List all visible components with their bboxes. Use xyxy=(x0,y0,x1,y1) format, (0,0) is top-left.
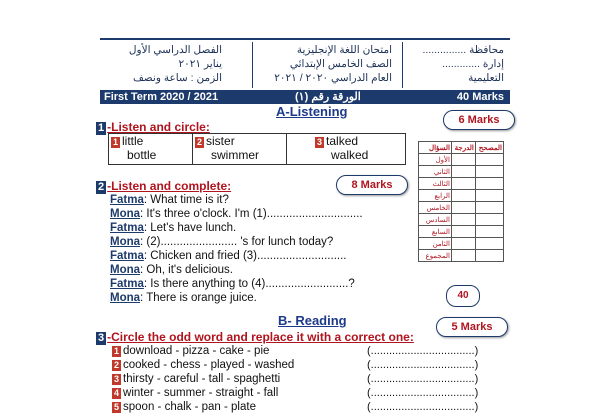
row-label: السابع xyxy=(419,226,452,238)
row-label: المجموع xyxy=(419,250,452,262)
exam-year: العام الدراسي ٢٠٢٠ / ٢٠٢١ xyxy=(274,72,392,84)
table-row xyxy=(419,166,504,178)
table-row xyxy=(419,226,504,238)
dialogue-line xyxy=(110,277,355,291)
word-list[interactable]: winter - summer - straight - fall xyxy=(123,387,279,399)
dialogue-line xyxy=(110,235,333,249)
item-number: 3 xyxy=(114,374,120,384)
word-option[interactable]: talked xyxy=(326,134,359,148)
header-governorate-col xyxy=(404,43,504,85)
dialogue-text[interactable]: : (2)........................ 's for lunch today? xyxy=(140,236,334,248)
speaker-name: Mona xyxy=(110,264,141,276)
dialogue-line xyxy=(110,263,233,277)
speaker-name: Mona xyxy=(110,236,141,248)
col-question: السؤال xyxy=(419,142,452,154)
total-marks: 40 Marks xyxy=(456,91,504,103)
table-row xyxy=(419,178,504,190)
exam-header xyxy=(100,38,510,92)
exam-date: يناير ٢٠٢١ xyxy=(178,58,222,70)
table-row xyxy=(419,154,504,166)
dialogue-text: : Let's have lunch. xyxy=(143,222,237,234)
paper-number: الورقة رقم (١) xyxy=(295,91,361,103)
exam-duration: الزمن : ساعة ونصف xyxy=(132,72,222,84)
dialogue-text[interactable]: : Is there anything to (4)..........................? xyxy=(143,278,355,290)
term-label: الفصل الدراسي الأول xyxy=(128,44,222,56)
odd-word-item xyxy=(112,386,278,400)
odd-word-item xyxy=(112,372,280,386)
exam-subject: امتحان اللغة الإنجليزية xyxy=(296,44,392,56)
dialogue-line xyxy=(110,291,257,305)
dialogue-line xyxy=(110,207,363,221)
speaker-name: Fatma xyxy=(110,222,144,234)
dialogue-line xyxy=(110,249,346,263)
title-bar xyxy=(100,90,510,104)
circle-option-1[interactable] xyxy=(109,134,193,164)
speaker-name: Mona xyxy=(110,208,141,220)
word-list[interactable]: spoon - chalk - pan - plate xyxy=(123,401,256,413)
col-corrector: المصحح xyxy=(475,142,503,154)
circle-option-3[interactable] xyxy=(287,134,404,164)
q2-title: -Listen and complete: xyxy=(107,179,232,193)
odd-word-item xyxy=(112,344,269,358)
exam-grade: الصف الخامس الإبتدائي xyxy=(289,58,392,70)
answer-blank[interactable]: (..................................) xyxy=(367,373,479,385)
item-number: 4 xyxy=(114,388,120,398)
dialogue-text: : Oh, it's delicious. xyxy=(140,264,233,276)
q2-marks-badge: 8 Marks xyxy=(336,175,408,195)
col-grade: الدرجة xyxy=(452,142,476,154)
q1-number: 1 xyxy=(98,122,105,134)
header-exam-col xyxy=(232,43,392,85)
odd-word-item xyxy=(112,400,256,414)
term-title: First Term 2020 / 2021 xyxy=(104,91,219,103)
row-label: الرابع xyxy=(419,190,452,202)
speaker-name: Fatma xyxy=(110,278,144,290)
header-divider xyxy=(402,42,403,88)
circle-option-2[interactable] xyxy=(193,134,287,164)
dialogue-text: : What time is it? xyxy=(143,194,229,206)
q1-marks-badge: 6 Marks xyxy=(443,110,515,130)
q1-title: -Listen and circle: xyxy=(107,120,210,134)
grade-table xyxy=(418,141,504,262)
word-option[interactable]: bottle xyxy=(127,148,157,162)
administration-label: إدارة ............. التعليمية xyxy=(442,58,504,84)
header-term-col xyxy=(104,43,222,85)
listen-circle-box xyxy=(108,133,406,165)
option-number: 1 xyxy=(113,137,119,147)
row-label: السادس xyxy=(419,214,452,226)
word-list[interactable]: download - pizza - cake - pie xyxy=(123,345,270,357)
word-list[interactable]: thirsty - careful - tall - spaghetti xyxy=(123,373,281,385)
item-number: 5 xyxy=(114,402,120,412)
grade-table-header xyxy=(419,142,504,154)
total-score-badge: 40 xyxy=(446,285,480,307)
dialogue-line xyxy=(110,221,236,235)
answer-blank[interactable]: (..................................) xyxy=(367,401,479,413)
q3-number: 3 xyxy=(98,332,105,344)
row-label: الثاني xyxy=(419,166,452,178)
dialogue-text[interactable]: : Chicken and fried (3)............................ xyxy=(143,250,347,262)
option-number: 3 xyxy=(317,137,323,147)
header-divider xyxy=(252,42,253,88)
item-number: 1 xyxy=(114,346,120,356)
word-list[interactable]: cooked - chess - played - washed xyxy=(123,359,295,371)
table-row xyxy=(419,250,504,262)
dialogue-text: : There is orange juice. xyxy=(140,292,257,304)
section-b-title: B- Reading xyxy=(278,313,347,328)
option-number: 2 xyxy=(197,137,203,147)
q3-title: -Circle the odd word and replace it with a correct one: xyxy=(107,330,414,344)
dialogue-line xyxy=(110,193,229,207)
answer-blank[interactable]: (..................................) xyxy=(367,387,479,399)
answer-blank[interactable]: (..................................) xyxy=(367,345,479,357)
answer-blank[interactable]: (..................................) xyxy=(367,359,479,371)
odd-word-item xyxy=(112,358,294,372)
word-option[interactable]: swimmer xyxy=(211,148,259,162)
section-a-title: A-Listening xyxy=(276,104,348,119)
table-row xyxy=(419,238,504,250)
row-label: الثالث xyxy=(419,178,452,190)
row-label: الثامن xyxy=(419,238,452,250)
governorate-label: محافظة ............... xyxy=(422,44,504,56)
word-option[interactable]: sister xyxy=(206,134,235,148)
row-label: الأول xyxy=(419,154,452,166)
item-number: 2 xyxy=(114,360,120,370)
speaker-name: Mona xyxy=(110,292,141,304)
table-row xyxy=(419,190,504,202)
speaker-name: Fatma xyxy=(110,194,144,206)
q2-number: 2 xyxy=(98,181,105,193)
word-option[interactable]: walked xyxy=(331,148,369,162)
word-option[interactable]: little xyxy=(122,134,144,148)
table-row xyxy=(419,202,504,214)
dialogue-text[interactable]: : It's three o'clock. I'm (1).............................. xyxy=(140,208,363,220)
speaker-name: Fatma xyxy=(110,250,144,262)
row-label: الخامس xyxy=(419,202,452,214)
q3-marks-badge: 5 Marks xyxy=(436,317,508,337)
table-row xyxy=(419,214,504,226)
